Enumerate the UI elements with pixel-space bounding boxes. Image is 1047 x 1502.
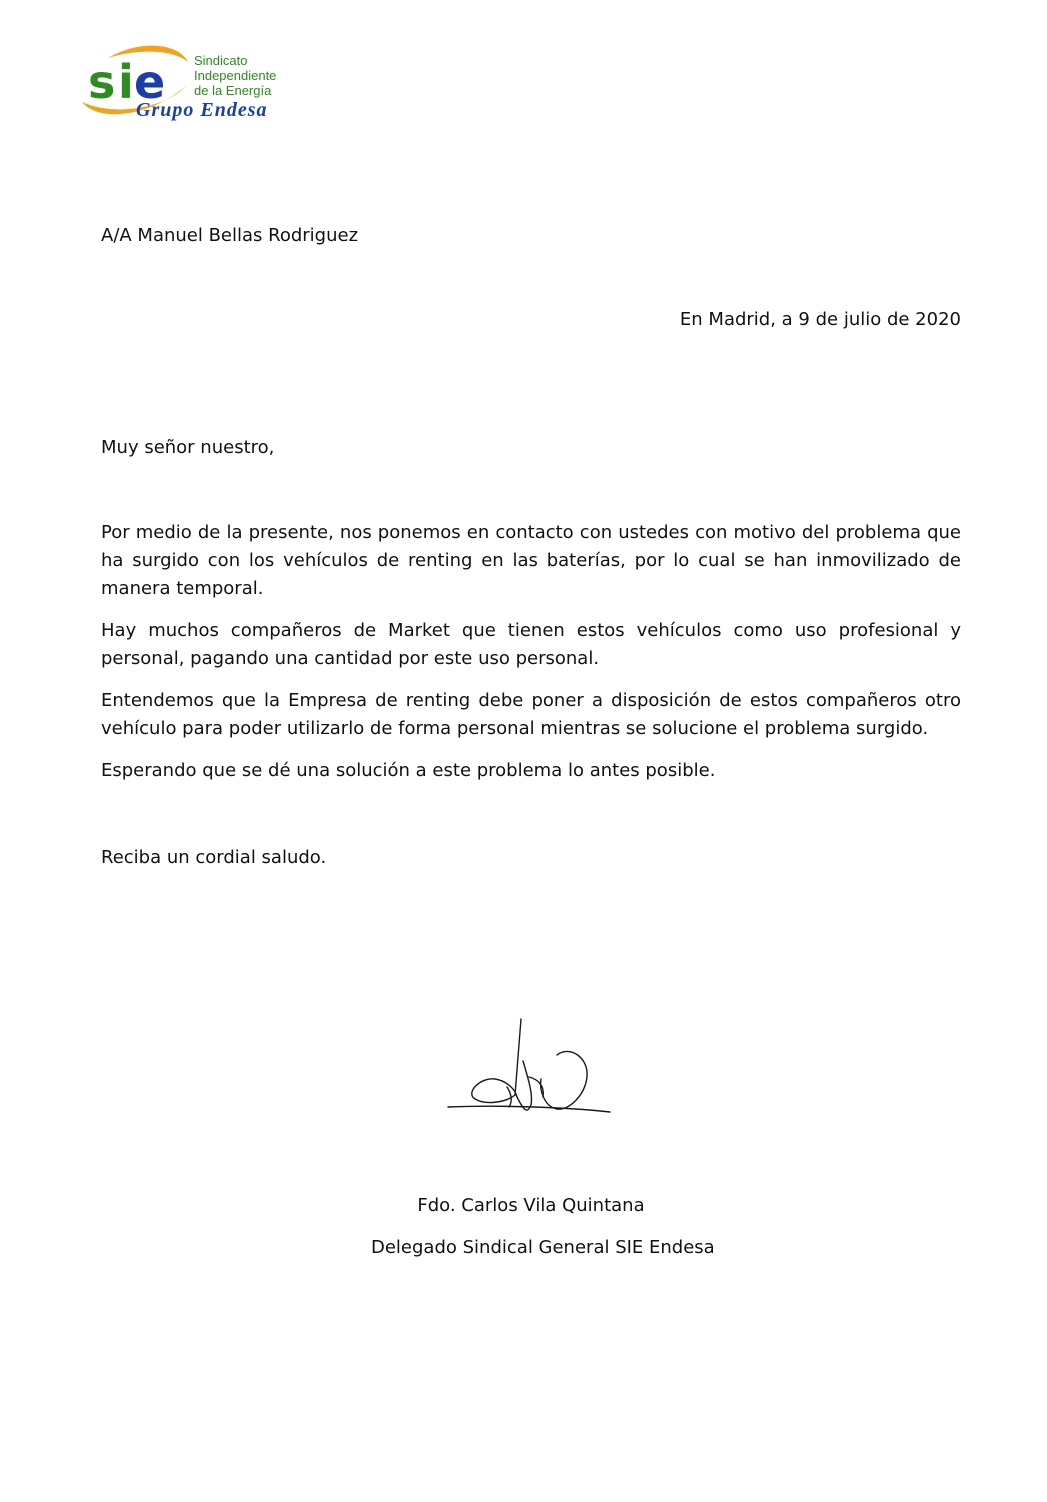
- signer-name: Fdo. Carlos Vila Quintana: [417, 1195, 645, 1216]
- paragraph: Entendemos que la Empresa de renting debe poner a disposición de estos compañeros otro vehículo para poder utilizarlo de forma personal mientras se solucione el problema surgido.: [101, 690, 961, 739]
- date-line: En Madrid, a 9 de julio de 2020: [679, 309, 961, 330]
- letter-body: [101, 519, 961, 799]
- logo-grupo-endesa: Grupo Endesa: [136, 99, 268, 121]
- svg-text:i: i: [118, 55, 134, 109]
- logo-line-independiente: Independiente: [194, 68, 277, 83]
- addressee: A/A Manuel Bellas Rodriguez: [101, 225, 359, 246]
- paragraph: Por medio de la presente, nos ponemos en contacto con ustedes con motivo del problema que ha surgido con los vehículos de renting en las baterías, por lo cual se han inmovilizado de manera temporal.: [101, 522, 961, 599]
- sie-logo: [78, 40, 308, 130]
- logo-line-energia: de la Energía: [194, 83, 272, 98]
- logo-line-sindicato: Sindicato: [194, 53, 248, 68]
- handwritten-signature: [445, 1015, 615, 1125]
- paragraph: Esperando que se dé una solución a este problema lo antes posible.: [101, 760, 716, 781]
- signer-role: Delegado Sindical General SIE Endesa: [371, 1237, 715, 1258]
- closing: Reciba un cordial saludo.: [101, 847, 327, 868]
- svg-text:e: e: [134, 55, 166, 109]
- svg-text:s: s: [88, 55, 116, 109]
- greeting: Muy señor nuestro,: [101, 437, 275, 458]
- paragraph: Hay muchos compañeros de Market que tienen estos vehículos como uso profesional y personal, pagando una cantidad por este uso personal.: [101, 620, 961, 669]
